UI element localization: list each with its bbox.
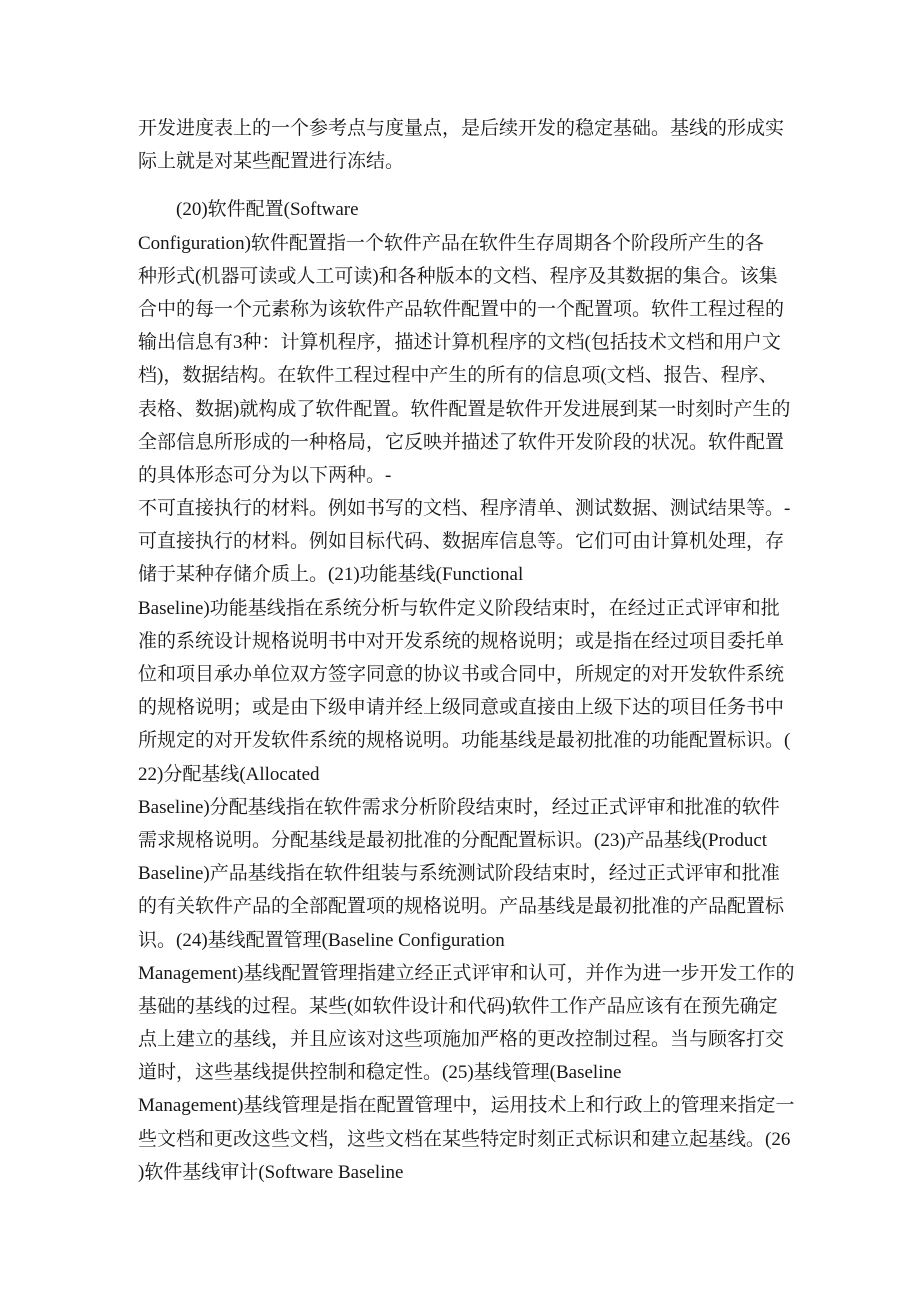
text-line: )软件基线审计(Software Baseline bbox=[138, 1161, 404, 1183]
text-line: 位和项目承办单位双方签字同意的协议书或合同中，所规定的对开发软件系统 bbox=[138, 664, 785, 685]
text-line: Baseline)分配基线指在软件需求分析阶段结束时，经过正式评审和批准的软件 bbox=[138, 796, 780, 818]
text-line: 准的系统设计规格说明书中对开发系统的规格说明；或是指在经过项目委托单 bbox=[138, 630, 785, 652]
text-line: (20)软件配置(Software bbox=[176, 199, 359, 221]
text-line: 基础的基线的过程。某些(如软件设计和代码)软件工作产品应该有在预先确定 bbox=[138, 995, 778, 1017]
text-line: 不可直接执行的材料。例如书写的文档、程序清单、测试数据、测试结果等。- bbox=[138, 498, 791, 520]
text-line: 的规格说明；或是由下级申请并经上级同意或直接由上级下达的项目任务书中 bbox=[138, 697, 785, 719]
text-line: Baseline)功能基线指在系统分析与软件定义阶段结束时，在经过正式评审和批 bbox=[138, 597, 780, 619]
text-line: 表格、数据)就构成了软件配置。软件配置是软件开发进展到某一时刻时产生的 bbox=[138, 398, 791, 420]
text-line: 储于某种存储介质上。(21)功能基线(Functional bbox=[138, 564, 524, 586]
text-line: 点上建立的基线，并且应该对这些项施加严格的更改控制过程。当与顾客打交 bbox=[138, 1029, 785, 1051]
document-text bbox=[138, 112, 798, 1189]
text-line: 需求规格说明。分配基线是最初批准的分配配置标识。(23)产品基线(Product bbox=[138, 829, 768, 851]
text-line: 际上就是对某些配置进行冻结。 bbox=[138, 151, 405, 173]
text-line: 的有关软件产品的全部配置项的规格说明。产品基线是最初批准的产品配置标 bbox=[138, 896, 785, 918]
text-line: 道时，这些基线提供控制和稳定性。(25)基线管理(Baseline bbox=[138, 1062, 622, 1084]
text-line: Management)基线配置管理指建立经正式评审和认可，并作为进一步开发工作的 bbox=[138, 962, 795, 984]
paragraph bbox=[138, 193, 798, 1189]
text-line: 档)，数据结构。在软件工程过程中产生的所有的信息项(文档、报告、程序、 bbox=[138, 365, 778, 387]
text-line: 的具体形态可分为以下两种。- bbox=[138, 464, 392, 486]
text-line: 些文档和更改这些文档，这些文档在某些特定时刻正式标识和建立起基线。(26 bbox=[138, 1128, 791, 1150]
text-line: Configuration)软件配置指一个软件产品在软件生存周期各个阶段所产生的各 bbox=[138, 232, 764, 254]
text-line: 输出信息有3种：计算机程序，描述计算机程序的文档(包括技术文档和用户文 bbox=[138, 332, 781, 354]
text-line: 开发进度表上的一个参考点与度量点，是后续开发的稳定基础。基线的形成实 bbox=[138, 118, 785, 139]
text-line: 全部信息所形成的一种格局，它反映并描述了软件开发阶段的状况。软件配置 bbox=[138, 431, 785, 453]
text-line: 所规定的对开发软件系统的规格说明。功能基线是最初批准的功能配置标识。( bbox=[138, 730, 791, 752]
text-line: 种形式(机器可读或人工可读)和各种版本的文档、程序及其数据的集合。该集 bbox=[138, 265, 778, 287]
text-line: Management)基线管理是指在配置管理中，运用技术上和行政上的管理来指定一 bbox=[138, 1095, 795, 1117]
text-line: 识。(24)基线配置管理(Baseline Configuration bbox=[138, 929, 505, 951]
text-line: 可直接执行的材料。例如目标代码、数据库信息等。它们可由计算机处理，存 bbox=[138, 531, 785, 553]
paragraph bbox=[138, 112, 798, 178]
text-line: 合中的每一个元素称为该软件产品软件配置中的一个配置项。软件工程过程的 bbox=[138, 298, 785, 320]
text-line: Baseline)产品基线指在软件组装与系统测试阶段结束时，经过正式评审和批准 bbox=[138, 863, 780, 885]
text-line: 22)分配基线(Allocated bbox=[138, 763, 320, 785]
